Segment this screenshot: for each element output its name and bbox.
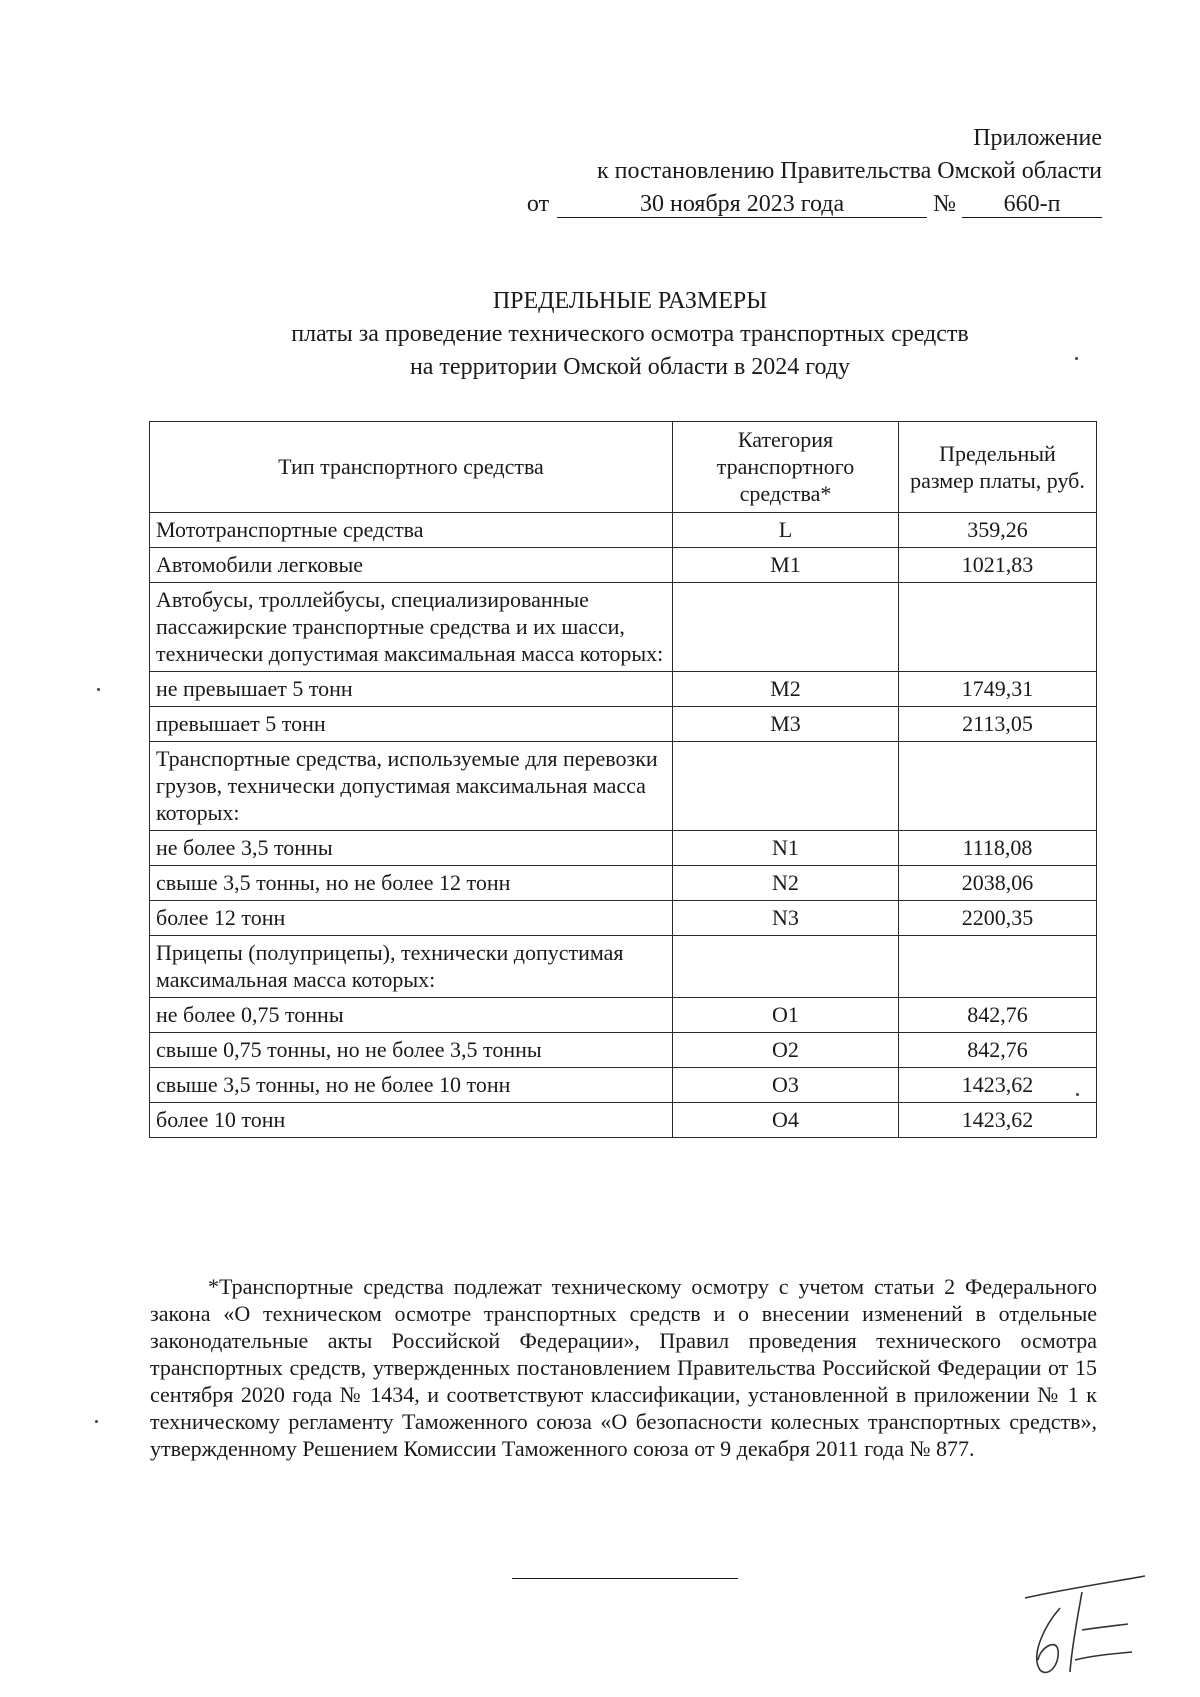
- signature-mark: [1020, 1570, 1150, 1680]
- table-row: [150, 998, 1097, 1033]
- table-row: [150, 707, 1097, 742]
- appendix-date-line: [527, 188, 1102, 221]
- cell-fee: 2113,05: [899, 707, 1097, 742]
- cell-category: O4: [673, 1103, 899, 1138]
- cell-type: не более 0,75 тонны: [150, 998, 673, 1033]
- cell-type: не превышает 5 тонн: [150, 672, 673, 707]
- cell-section-heading: Транспортные средства, используемые для перевозки грузов, технически допустимая максимальная масса которых:: [150, 742, 673, 831]
- cell-fee: 1423,62: [899, 1103, 1097, 1138]
- cell-category: O1: [673, 998, 899, 1033]
- cell-type: свыше 0,75 тонны, но не более 3,5 тонны: [150, 1033, 673, 1068]
- cell-category: N3: [673, 901, 899, 936]
- table-row: [150, 866, 1097, 901]
- table-row: [150, 1103, 1097, 1138]
- appendix-reference: к постановлению Правительства Омской области: [596, 158, 1102, 184]
- header-fee: Предельный размер платы, руб.: [899, 422, 1097, 513]
- cell-category: M3: [673, 707, 899, 742]
- cell-fee: 842,76: [899, 1033, 1097, 1068]
- cell-category: [673, 936, 899, 998]
- table-row: [150, 901, 1097, 936]
- cell-category: [673, 742, 899, 831]
- from-label: от: [526, 191, 550, 217]
- cell-type: более 12 тонн: [150, 901, 673, 936]
- cell-fee: [899, 936, 1097, 998]
- cell-fee: 359,26: [899, 513, 1097, 548]
- number-label: №: [933, 191, 956, 217]
- cell-category: M1: [673, 548, 899, 583]
- cell-type: свыше 3,5 тонны, но не более 10 тонн: [150, 1068, 673, 1103]
- cell-fee: 1749,31: [899, 672, 1097, 707]
- table-row: [150, 831, 1097, 866]
- scan-speck: [97, 688, 100, 691]
- cell-type: превышает 5 тонн: [150, 707, 673, 742]
- cell-type: Автомобили легковые: [150, 548, 673, 583]
- scan-speck: [1076, 1093, 1079, 1096]
- cell-type: не более 3,5 тонны: [150, 831, 673, 866]
- cell-section-heading: Прицепы (полуприцепы), технически допустимая максимальная масса которых:: [150, 936, 673, 998]
- cell-fee: 842,76: [899, 998, 1097, 1033]
- cell-fee: [899, 742, 1097, 831]
- scan-speck: [95, 1420, 98, 1423]
- table-row: [150, 672, 1097, 707]
- cell-fee: 2200,35: [899, 901, 1097, 936]
- decree-date: 30 ноября 2023 года: [557, 191, 927, 218]
- cell-category: N2: [673, 866, 899, 901]
- document-title: [0, 285, 1200, 384]
- cell-type: Мототранспортные средства: [150, 513, 673, 548]
- appendix-title: Приложение: [973, 125, 1102, 151]
- table-row: [150, 513, 1097, 548]
- table-section-row: [150, 583, 1097, 672]
- table-row: [150, 1068, 1097, 1103]
- cell-category: [673, 583, 899, 672]
- cell-fee: 1118,08: [899, 831, 1097, 866]
- cell-fee: [899, 583, 1097, 672]
- cell-section-heading: Автобусы, троллейбусы, специализированные пассажирские транспортные средства и их шасси, технически допустимая максимальная масса которых:: [150, 583, 673, 672]
- cell-category: O3: [673, 1068, 899, 1103]
- table-section-row: [150, 742, 1097, 831]
- header-category: Категория транспортного средства*: [673, 422, 899, 513]
- appendix-header: [527, 122, 1102, 221]
- title-sub-2: на территории Омской области в 2024 году: [409, 354, 851, 380]
- table-header-row: [150, 422, 1097, 513]
- cell-fee: 1021,83: [899, 548, 1097, 583]
- cell-fee: 1423,62: [899, 1068, 1097, 1103]
- separator-line: [512, 1578, 738, 1579]
- table-row: [150, 1033, 1097, 1068]
- fees-table: [149, 421, 1097, 1138]
- title-main: ПРЕДЕЛЬНЫЕ РАЗМЕРЫ: [492, 288, 768, 314]
- footnote-text: *Транспортные средства подлежат техническому осмотру с учетом статьи 2 Федерального закона «О техническом осмотре транспортных средств и о внесении изменений в отдельные законодательные акты Российской Федерации», Правил проведения технического осмотра транспортных средств, утвержденных постановлением Правительства Российской Федерации от 15 сентября 2020 года № 1434, и соответствуют классификации, установленной в приложении № 1 к техническому регламенту Таможенного союза «О безопасности колесных транспортных средств», утвержденному Решением Комиссии Таможенного союза от 9 декабря 2011 года № 877.: [150, 1274, 1097, 1461]
- scan-speck: [1075, 357, 1078, 360]
- decree-number: 660-п: [962, 191, 1102, 218]
- cell-category: L: [673, 513, 899, 548]
- title-sub-1: платы за проведение технического осмотра транспортных средств: [291, 321, 969, 347]
- table-section-row: [150, 936, 1097, 998]
- header-type: Тип транспортного средства: [150, 422, 673, 513]
- cell-type: более 10 тонн: [150, 1103, 673, 1138]
- cell-category: N1: [673, 831, 899, 866]
- cell-type: свыше 3,5 тонны, но не более 12 тонн: [150, 866, 673, 901]
- cell-category: M2: [673, 672, 899, 707]
- cell-fee: 2038,06: [899, 866, 1097, 901]
- table-row: [150, 548, 1097, 583]
- cell-category: O2: [673, 1033, 899, 1068]
